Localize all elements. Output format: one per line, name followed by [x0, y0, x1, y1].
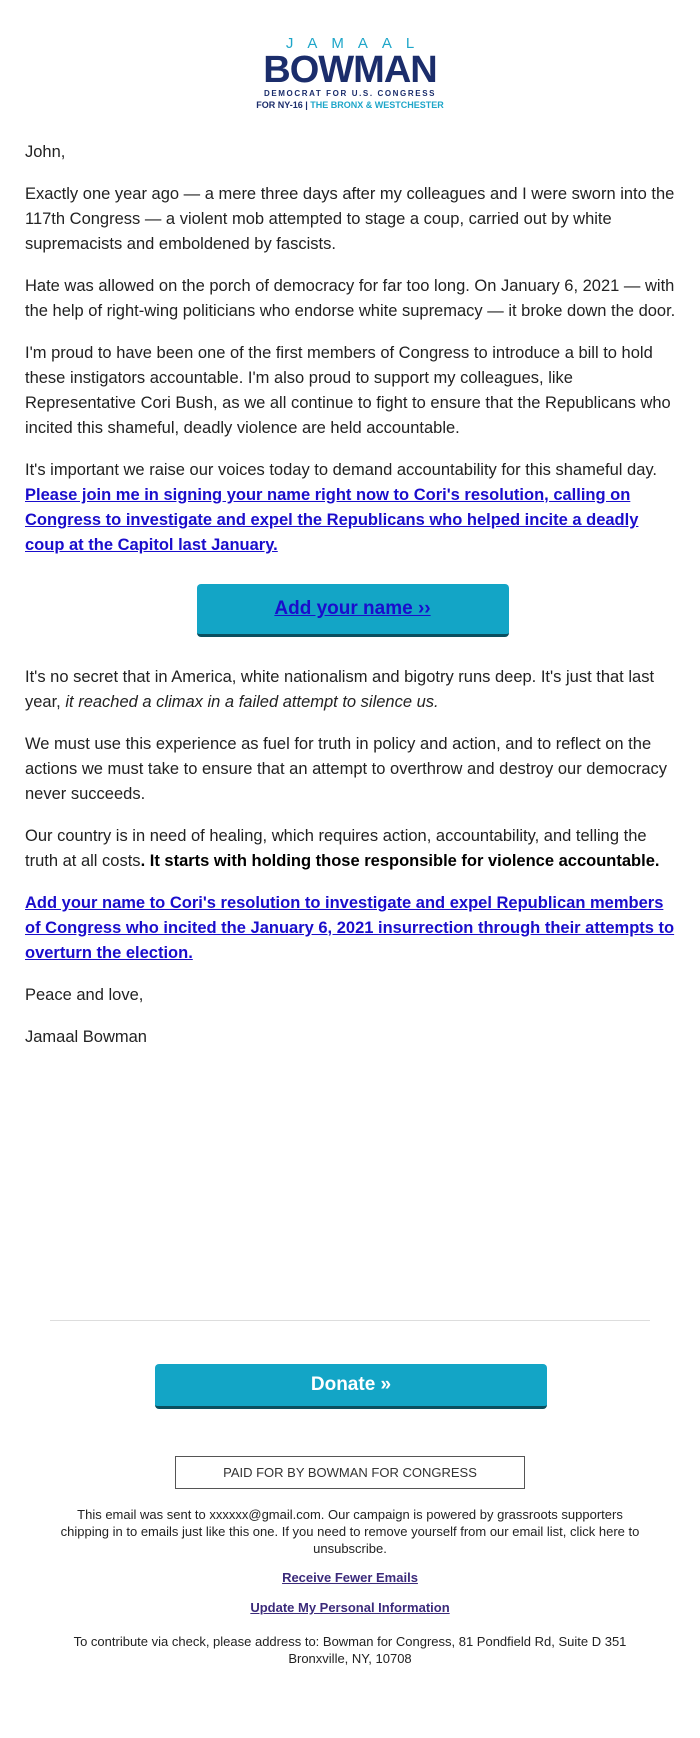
- update-personal-info-link[interactable]: Update My Personal Information: [250, 1600, 450, 1615]
- logo-tag-separator: |: [302, 100, 311, 110]
- paragraph-1: Exactly one year ago — a mere three days after my colleagues and I were sworn into the 117th Congress — a violent mob attempted to stage a coup, carried out by white supremacists and emboldened by fascists.: [25, 185, 675, 253]
- join-resolution-link[interactable]: Please join me in signing your name right now to Cori's resolution, calling on Congress to investigate and expel the Republicans who helped incite a deadly coup at the Capitol last January.: [25, 486, 639, 554]
- paragraph-5: [25, 665, 680, 715]
- paragraph-5-italic: it reached a climax in a failed attempt to silence us.: [65, 693, 439, 711]
- footer-divider: [50, 1320, 650, 1321]
- signoff: Peace and love,: [25, 986, 144, 1004]
- paragraph-7: [25, 824, 680, 874]
- paragraph-4-text: It's important we raise our voices today to demand accountability for this shameful day.: [25, 461, 657, 479]
- donate-button[interactable]: Donate »: [155, 1364, 547, 1409]
- logo-last-name: BOWMAN: [263, 49, 437, 91]
- mailing-address: To contribute via check, please address to: Bowman for Congress, 81 Pondfield Rd, Suite D 351 Bronxville, NY, 10708: [73, 1634, 627, 1666]
- logo-tag-region: THE BRONX & WESTCHESTER: [310, 100, 444, 110]
- add-name-resolution-link[interactable]: Add your name to Cori's resolution to investigate and expel Republican members of Congress who incited the January 6, 2021 insurrection through their attempts to overturn the election.: [25, 894, 675, 962]
- add-your-name-button[interactable]: Add your name ››: [197, 584, 509, 637]
- paragraph-3: I'm proud to have been one of the first members of Congress to introduce a bill to hold these instigators accountable. I'm also proud to support my colleagues, like Representative Cori Bush, as we all continue to fight to ensure that the Republicans who incited this shameful, deadly violence are held accountable.: [25, 344, 671, 437]
- paragraph-6: We must use this experience as fuel for truth in policy and action, and to reflect on the actions we must take to ensure that an attempt to overthrow and destroy our democracy never succeeds.: [25, 735, 667, 803]
- paragraph-8: [25, 891, 680, 966]
- letter-body: [25, 140, 680, 1067]
- paragraph-5-text: It's no secret that in America, white nationalism and bigotry runs deep. It's just that last year,: [25, 668, 655, 711]
- receive-fewer-emails-link[interactable]: Receive Fewer Emails: [282, 1570, 418, 1585]
- logo-subtitle: DEMOCRAT FOR U.S. CONGRESS: [263, 89, 437, 98]
- logo-first-name: JAMAAL: [285, 35, 429, 52]
- paragraph-7-text: Our country is in need of healing, which requires action, accountability, and telling the truth at all costs: [25, 827, 647, 870]
- paid-for-box: PAID FOR BY BOWMAN FOR CONGRESS: [175, 1456, 525, 1489]
- paragraph-7-bold: . It starts with holding those responsible for violence accountable.: [140, 852, 660, 870]
- logo-tagline: [0, 99, 700, 111]
- signature: Jamaal Bowman: [25, 1028, 147, 1046]
- fine-print[interactable]: This email was sent to xxxxxx@gmail.com. Our campaign is powered by grassroots supporters chipping in to emails just like this one. If you need to remove yourself from our email list, click here to unsubscribe.: [60, 1507, 640, 1556]
- greeting: John,: [25, 143, 66, 161]
- campaign-logo: [0, 36, 700, 111]
- logo-tag-district: FOR NY-16: [256, 100, 303, 110]
- paragraph-4: [25, 458, 680, 558]
- paragraph-2: Hate was allowed on the porch of democracy for far too long. On January 6, 2021 — with the help of right-wing politicians who endorse white supremacy — it broke down the door.: [25, 277, 676, 320]
- cta-container: [25, 584, 680, 637]
